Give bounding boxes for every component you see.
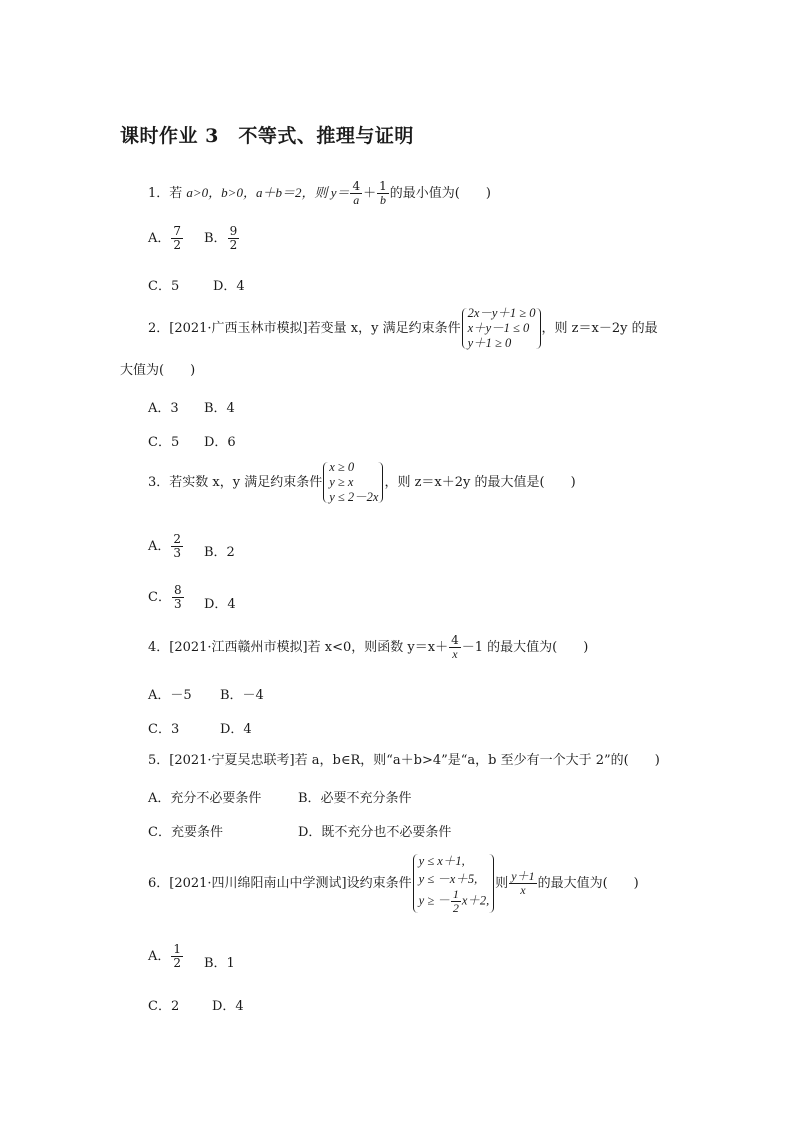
q3-constraint-3: y ≤ 2－2x xyxy=(329,490,379,504)
q3-option-c[interactable] xyxy=(148,584,185,611)
q2-constraint-system xyxy=(461,306,542,351)
q1-plus: ＋ xyxy=(363,186,377,201)
q6-option-a-label: A． xyxy=(148,949,171,964)
q3-option-d[interactable]: D．4 xyxy=(204,597,236,612)
q6-c3-den: 2 xyxy=(452,901,459,915)
q2-constraint-2: x＋y－1 ≤ 0 xyxy=(467,321,530,335)
q4-fraction xyxy=(449,634,461,661)
q4-option-a[interactable]: A．－5 xyxy=(148,688,192,703)
q6-suffix: 的最大值为( ) xyxy=(537,876,639,891)
q2-constraint-1: 2x－y＋1 ≥ 0 xyxy=(467,306,536,320)
q6-constraint-system xyxy=(412,852,496,915)
q1-f1-den: a xyxy=(353,193,360,207)
q1-conditions: a>0，b>0，a＋b＝2，则 y＝ xyxy=(186,185,350,200)
q1-prefix: 1．若 xyxy=(148,186,187,201)
q1-option-b[interactable] xyxy=(204,225,240,252)
q3-option-c-num: 8 xyxy=(173,583,182,597)
q5-option-d[interactable]: D．既不充分也不必要条件 xyxy=(298,825,452,840)
q5-option-c[interactable]: C．充要条件 xyxy=(148,825,223,840)
q3-constraint-system xyxy=(322,460,384,505)
question-6 xyxy=(148,852,639,915)
q4-fraction-num: 4 xyxy=(451,633,459,647)
q1-option-b-den: 2 xyxy=(229,238,238,252)
q3-suffix: ，则 z＝x＋2y 的最大值是( ) xyxy=(384,475,576,490)
q4-fraction-den: x xyxy=(452,647,458,661)
q5-option-b[interactable]: B．必要不充分条件 xyxy=(298,791,412,806)
q3-option-a-fraction xyxy=(171,533,183,560)
question-1 xyxy=(148,180,491,207)
q1-option-a-fraction xyxy=(171,225,183,252)
q6-fraction-num: y＋1 xyxy=(511,869,535,883)
q1-option-b-label: B． xyxy=(204,231,227,246)
q4-option-b[interactable]: B．－4 xyxy=(220,688,264,703)
q6-option-a-den: 2 xyxy=(173,956,182,970)
question-3 xyxy=(148,460,576,505)
q2-suffix: ，则 z＝x－2y 的最 xyxy=(541,321,658,336)
q2-option-a[interactable]: A．3 xyxy=(148,401,179,416)
q1-option-a[interactable] xyxy=(148,225,184,252)
q3-option-c-label: C． xyxy=(148,590,171,605)
q3-constraint-1: x ≥ 0 xyxy=(329,460,355,474)
q2-continuation: 大值为( ) xyxy=(120,363,196,378)
q2-constraint-3: y＋1 ≥ 0 xyxy=(467,336,512,350)
q4-prefix: 4．[2021·江西赣州市模拟]若 x<0，则函数 y＝x＋ xyxy=(148,640,449,655)
q4-option-d[interactable]: D．4 xyxy=(220,722,252,737)
q3-option-a[interactable] xyxy=(148,533,184,560)
q4-suffix: －1 的最大值为( ) xyxy=(461,640,589,655)
q6-option-a-fraction xyxy=(171,943,183,970)
q1-option-b-fraction xyxy=(228,225,240,252)
q2-option-c[interactable]: C．5 xyxy=(148,435,180,450)
q3-option-a-num: 2 xyxy=(173,532,182,546)
q1-option-b-num: 9 xyxy=(229,224,238,238)
q1-suffix: 的最小值为( ) xyxy=(389,186,491,201)
q4-option-c[interactable]: C．3 xyxy=(148,722,180,737)
q6-constraint-3-suffix: x＋2, xyxy=(461,893,490,908)
q3-option-c-fraction xyxy=(172,584,184,611)
q2-option-b[interactable]: B．4 xyxy=(204,401,235,416)
q1-fraction-2 xyxy=(377,180,389,207)
q6-option-d[interactable]: D．4 xyxy=(212,999,244,1014)
q1-fraction-1 xyxy=(350,180,362,207)
q6-then: 则 xyxy=(495,876,509,891)
q6-option-a-num: 1 xyxy=(173,942,182,956)
page-title: 课时作业 3 不等式、推理与证明 xyxy=(120,125,414,147)
q1-option-d[interactable]: D．4 xyxy=(213,279,245,294)
q1-f2-den: b xyxy=(379,193,386,207)
q6-option-c[interactable]: C．2 xyxy=(148,999,180,1014)
question-4 xyxy=(148,634,588,661)
q6-fraction xyxy=(509,870,536,897)
q1-option-a-num: 7 xyxy=(173,224,182,238)
q6-option-a[interactable] xyxy=(148,943,184,970)
q1-option-a-den: 2 xyxy=(173,238,182,252)
q5-option-a[interactable]: A．充分不必要条件 xyxy=(148,791,262,806)
q2-option-d[interactable]: D．6 xyxy=(204,435,236,450)
q1-option-c[interactable]: C．5 xyxy=(148,279,180,294)
q6-option-b[interactable]: B．1 xyxy=(204,956,235,971)
q1-f2-num: 1 xyxy=(379,179,387,193)
q6-constraint-3-prefix: y ≥ － xyxy=(418,893,450,908)
q1-f1-num: 4 xyxy=(352,179,361,193)
q2-prefix: 2．[2021·广西玉林市模拟]若变量 x，y 满足约束条件 xyxy=(148,321,461,336)
q6-fraction-den: x xyxy=(520,883,526,897)
q1-option-a-label: A． xyxy=(148,231,171,246)
q6-constraint-3-fraction xyxy=(451,888,461,915)
q3-constraint-2: y ≥ x xyxy=(329,475,354,489)
q3-option-a-den: 3 xyxy=(173,546,182,560)
q3-option-b[interactable]: B．2 xyxy=(204,545,235,560)
q6-constraint-3 xyxy=(419,888,490,915)
q3-option-c-den: 3 xyxy=(173,597,182,611)
q6-c3-num: 1 xyxy=(452,887,459,901)
q6-constraint-2: y ≤ －x＋5, xyxy=(418,872,478,886)
q6-prefix: 6．[2021·四川绵阳南山中学测试]设约束条件 xyxy=(148,876,412,891)
question-5: 5．[2021·宁夏吴忠联考]若 a，b∈R，则“a＋b>4”是“a，b 至少有一个大于 2”的( ) xyxy=(148,753,660,768)
q6-constraint-1: y ≤ x＋1, xyxy=(418,854,465,868)
q3-prefix: 3．若实数 x，y 满足约束条件 xyxy=(148,475,323,490)
q3-option-a-label: A． xyxy=(148,539,171,554)
question-2 xyxy=(148,306,658,351)
